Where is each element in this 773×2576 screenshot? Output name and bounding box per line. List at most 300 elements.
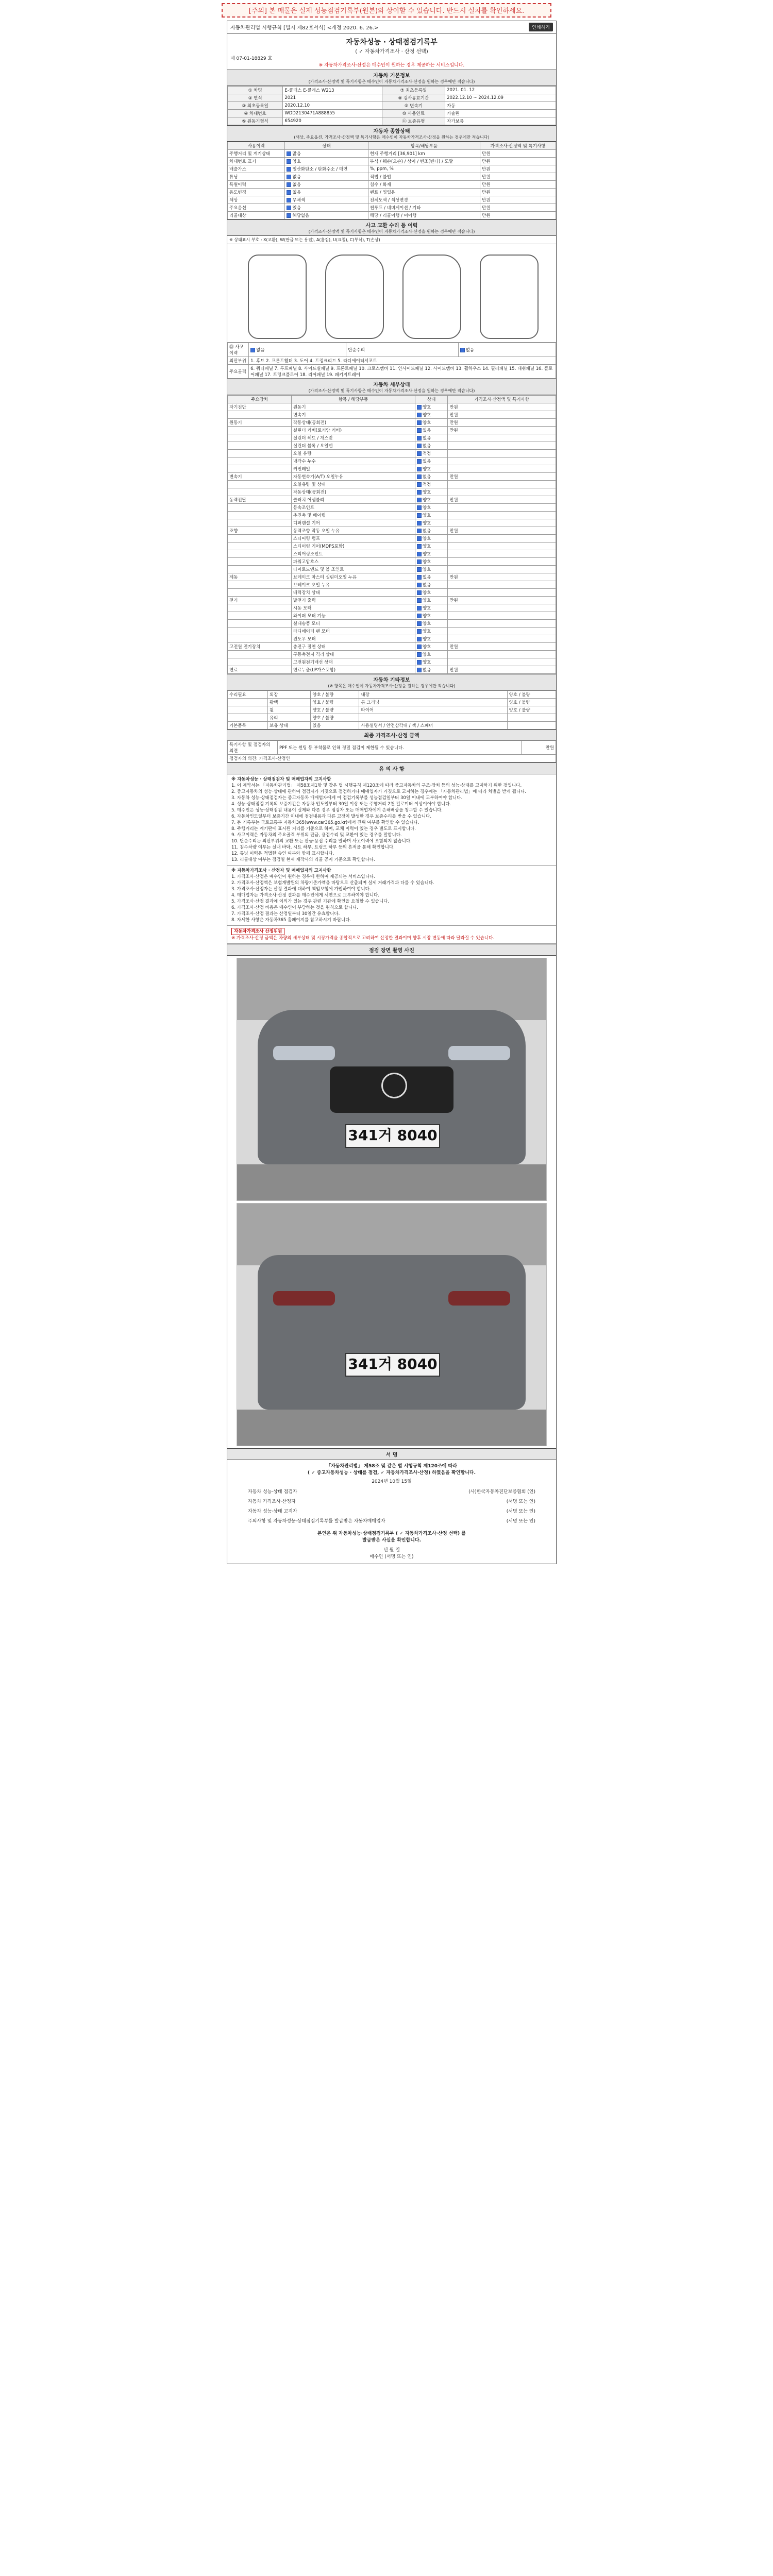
options-row <box>228 691 556 699</box>
detail-cell <box>228 504 292 512</box>
options-cell: 사용설명서 / 안전삼각대 / 잭 / 스패너 <box>359 722 507 730</box>
status-row <box>228 150 556 158</box>
detail-cell <box>415 535 448 543</box>
detail-cell <box>291 488 415 496</box>
detail-cell <box>415 473 448 481</box>
detail-checkbox[interactable] <box>417 444 422 448</box>
detail-checkbox[interactable] <box>417 544 422 549</box>
page-title: 자동차성능 · 상태점검기록부 <box>346 38 438 46</box>
detail-cell <box>228 566 292 573</box>
detail-checkbox[interactable] <box>417 505 422 510</box>
detail-cell <box>448 442 556 450</box>
receiver-sign: (서명 또는 인) <box>506 1519 535 1524</box>
detail-cell <box>448 450 556 457</box>
damage-title: 사고 교환 수리 등 이력 <box>365 223 418 229</box>
basic-info-label: ⑪ 보증유형 <box>382 117 445 125</box>
foot-line-1: 본인은 위 자동차성능·상태점검기록부 ( ✓ 자동차가격조사·산정 선택) 를 <box>317 1531 466 1536</box>
status-cell <box>368 189 480 196</box>
detail-cell-text: 양호 <box>422 621 431 626</box>
detail-row <box>228 597 556 604</box>
detail-cell <box>291 604 415 612</box>
detail-row <box>228 658 556 666</box>
options-title: 자동차 기타정보 <box>373 677 410 683</box>
detail-checkbox[interactable] <box>417 474 422 479</box>
detail-cell <box>291 481 415 488</box>
detail-cell <box>291 666 415 674</box>
detail-cell-text: 없음 <box>422 428 431 433</box>
status-table <box>227 142 556 219</box>
detail-cell <box>448 496 556 504</box>
detail-cell <box>448 481 556 488</box>
status-cell <box>228 181 285 189</box>
detail-checkbox[interactable] <box>417 560 422 564</box>
foot-line-2: 발급받은 사실을 확인합니다. <box>362 1538 421 1543</box>
detail-cell-text: 오일유량 및 상태 <box>293 482 326 487</box>
notes-heading-2: ※ 자동차가격조사 · 산정자 및 매매업자의 고지사항 <box>231 868 331 873</box>
detail-cell <box>291 612 415 620</box>
detail-cell <box>291 643 415 651</box>
detail-checkbox[interactable] <box>417 652 422 657</box>
detail-cell <box>415 620 448 628</box>
detail-cell-text: 고전원 전기장치 <box>229 645 261 650</box>
detail-checkbox[interactable] <box>417 420 422 425</box>
detail-cell-text: 구동축전지 격리 상태 <box>293 652 334 657</box>
detail-cell <box>415 527 448 535</box>
notes-list-2 <box>231 874 552 923</box>
taillamp-right <box>448 1291 510 1306</box>
status-checkbox[interactable] <box>287 159 291 164</box>
status-cell-text: 많음 <box>292 151 301 157</box>
status-cell <box>480 158 556 165</box>
detail-cell-text: 양호 <box>422 560 431 565</box>
detail-cell-text: 실린더 블록 / 오일팬 <box>293 444 333 449</box>
signature-role: 자동차 성능·상태 고지자 <box>248 1509 297 1514</box>
detail-cell <box>415 403 448 411</box>
warning-banner: [주의] 본 매물은 실제 성능점검기록부(원본)와 상이할 수 있습니다. 반드시 실차를 확인하세요. <box>222 3 551 18</box>
detail-row <box>228 573 556 581</box>
detail-checkbox[interactable] <box>417 490 422 495</box>
detail-cell-text: 양호 <box>422 567 431 572</box>
detail-column-header: 주요장치 <box>228 396 292 403</box>
detail-cell <box>415 573 448 581</box>
status-column-header: 가격조사·산정액 및 특기사항 <box>480 142 556 150</box>
signature-rows <box>227 1486 556 1516</box>
detail-cell <box>448 620 556 628</box>
detail-checkbox[interactable] <box>417 436 422 440</box>
basic-info-value: 2021 <box>283 94 382 102</box>
note-item: 2. 중고자동차의 성능·상태에 관하여 점검자가 거짓으로 점검하거나 매매업자가 거짓으로 고지하는 경우에는 「자동차관리법」에 따라 처벌을 받게 됩니다. <box>231 789 526 794</box>
basic-info-value: 자동 <box>445 102 556 110</box>
detail-cell-text: 양호 <box>422 598 431 603</box>
status-checkbox[interactable] <box>287 213 291 218</box>
car-top-front-diagram <box>325 255 384 339</box>
basic-info-value: 가솔린 <box>445 110 556 117</box>
basic-info-value: WDD2130471A888855 <box>283 110 382 117</box>
detail-cell <box>415 604 448 612</box>
status-cell <box>285 204 368 212</box>
detail-cell-text: 배력장치 상태 <box>293 590 320 596</box>
basic-info-label: ⑨ 변속기 <box>382 102 445 110</box>
status-cell-text: 만원 <box>482 175 491 180</box>
detail-cell <box>291 658 415 666</box>
detail-row <box>228 535 556 543</box>
status-cell-text: 색상 <box>229 198 238 203</box>
detail-cell <box>291 427 415 434</box>
detail-checkbox[interactable] <box>417 606 422 611</box>
status-cell <box>228 212 285 219</box>
repair-label: 단순수리 <box>346 343 458 357</box>
basic-info-label: ⑩ 사용연료 <box>382 110 445 117</box>
detail-cell <box>228 543 292 550</box>
detail-cell <box>448 434 556 442</box>
status-checkbox[interactable] <box>287 206 291 210</box>
detail-cell-text: 적정 <box>422 482 431 487</box>
status-cell-text: 무채색 <box>292 198 306 203</box>
detail-cell <box>415 434 448 442</box>
status-row <box>228 212 556 219</box>
detail-cell <box>228 427 292 434</box>
detail-checkbox[interactable] <box>417 614 422 618</box>
detail-cell <box>448 527 556 535</box>
detail-cell <box>228 550 292 558</box>
detail-cell <box>228 403 292 411</box>
note-item: 11. 침수차량 여부는 실내 바닥, 시트 하부, 트렁크 하부 등의 흔적을 통해 확인합니다. <box>231 845 395 850</box>
note-item: 1. 가격조사·산정은 매수인이 원하는 경우에 한하여 제공되는 서비스입니다. <box>231 874 375 879</box>
detail-checkbox[interactable] <box>417 660 422 665</box>
red-note: ※ 자동차가격조사·산정은 매수인이 원하는 경우 제공하는 서비스입니다. <box>318 63 465 68</box>
sign-statement-2: ( ✓ 중고자동차성능 · 상태를 점검, ✓ 자동차가격조사·산정) 하였음을 확인합니다. <box>307 1470 476 1476</box>
status-cell-text: 부식 / 훼손(오손) / 상이 / 변조(변타) / 도말 <box>369 159 453 164</box>
detail-cell <box>228 473 292 481</box>
status-cell <box>368 204 480 212</box>
detail-cell <box>448 643 556 651</box>
detail-cell-text: 작동상태(공회전) <box>293 490 327 495</box>
headlamp-left <box>273 1046 335 1060</box>
detail-cell-text: 만원 <box>449 420 458 426</box>
detail-cell-text: 실린더 커버(로커암 커버) <box>293 428 342 433</box>
detail-cell-text: 양호 <box>422 645 431 650</box>
status-cell-text: 리콜대상 <box>229 213 246 218</box>
protect-heading: 자동차가격조사 산정위원 <box>231 928 284 935</box>
detail-cell <box>291 566 415 573</box>
status-cell-text: 만원 <box>482 167 491 172</box>
status-cell <box>228 196 285 204</box>
detail-cell-text: 자동변속기(A/T) 오일누유 <box>293 474 344 480</box>
detail-cell <box>291 434 415 442</box>
detail-row <box>228 442 556 450</box>
status-cell <box>480 196 556 204</box>
detail-cell <box>448 566 556 573</box>
detail-cell-text: 시동 모터 <box>293 606 312 611</box>
status-cell <box>228 150 285 158</box>
detail-checkbox[interactable] <box>417 583 422 587</box>
detail-row <box>228 519 556 527</box>
detail-cell-text: 만원 <box>449 598 458 603</box>
detail-row <box>228 558 556 566</box>
detail-cell <box>228 442 292 450</box>
options-cell: 유리 <box>268 714 311 722</box>
detail-cell-text: 양호 <box>422 652 431 657</box>
status-cell-text: 튜닝 <box>229 175 238 180</box>
outer-parts-list: 1. 후드 2. 프론트휀더 3. 도어 4. 트렁크리드 5. 라디에이터서포트 <box>249 357 556 365</box>
note-item: 3. 자동차 성능·상태점검자는 중고자동차 매매업자에게 이 점검기록부를 성능점검일부터 30일 이내에 교부하여야 합니다. <box>231 795 463 801</box>
detail-cell <box>228 434 292 442</box>
detail-cell-text: 브레이크 마스터 실린더오일 누유 <box>293 575 357 580</box>
foot-line-4: 매수인 (서명 또는 인) <box>369 1554 414 1560</box>
detail-cell <box>291 512 415 519</box>
detail-cell <box>228 628 292 635</box>
detail-checkbox[interactable] <box>417 467 422 471</box>
detail-cell <box>415 581 448 589</box>
special-table <box>227 740 556 762</box>
detail-cell-text: 없음 <box>422 575 431 580</box>
detail-cell <box>415 419 448 427</box>
detail-checkbox[interactable] <box>417 567 422 572</box>
detail-cell-text: 타이로드엔드 및 볼 조인트 <box>293 567 344 572</box>
detail-cell <box>228 519 292 527</box>
detail-cell <box>228 589 292 597</box>
status-cell-text: 만원 <box>482 182 491 188</box>
detail-row <box>228 504 556 512</box>
status-row <box>228 173 556 181</box>
detail-cell-text: 만원 <box>449 428 458 433</box>
signature-sign: (서명 또는 인) <box>506 1499 535 1504</box>
detail-row <box>228 403 556 411</box>
note-item: 1. 이 계약서는 「자동차관리법」 제58조제1항 및 같은 법 시행규칙 제120조에 따라 중고자동차의 구조·장치 등의 성능·상태를 고지하기 위한 것입니다. <box>231 783 522 788</box>
notes-section-1 <box>227 774 556 866</box>
detail-cell-text: 자기진단 <box>229 405 246 410</box>
repair-none-checkbox[interactable] <box>460 348 465 352</box>
detail-cell <box>448 465 556 473</box>
inspection-photo-rear <box>237 1203 547 1446</box>
options-cell: 양호 / 불량 <box>507 691 556 699</box>
status-cell-text: 적법 / 불법 <box>369 175 391 180</box>
print-button[interactable]: 인쇄하기 <box>529 23 553 31</box>
detail-cell <box>291 597 415 604</box>
detail-row <box>228 427 556 434</box>
detail-cell <box>415 597 448 604</box>
detail-cell-text: 연료 <box>229 668 238 673</box>
detail-row <box>228 419 556 427</box>
detail-cell <box>291 450 415 457</box>
status-checkbox[interactable] <box>287 182 291 187</box>
status-cell <box>228 165 285 173</box>
detail-cell-text: 실내송풍 모터 <box>293 621 320 626</box>
detail-checkbox[interactable] <box>417 482 422 487</box>
basic-info-label: ⑦ 최초등록일 <box>382 87 445 94</box>
special-text: PPF 또는 썬팅 등 부착물로 인해 정밀 점검이 제한될 수 있습니다. <box>278 741 522 755</box>
sign-statement-1: 「자동차관리법」 제58조 및 같은 법 시행규칙 제120조에 따라 <box>326 1464 457 1469</box>
headlamp-right <box>448 1046 510 1060</box>
detail-checkbox[interactable] <box>417 637 422 641</box>
detail-cell <box>415 465 448 473</box>
note-item: 7. 본 기록부는 국토교통부 자동차365(www.car365.go.kr)에서 진위 여부를 확인할 수 있습니다. <box>231 820 419 825</box>
detail-cell-text: 냉각수 누수 <box>293 459 316 464</box>
status-column-header: 사용이력 <box>228 142 285 150</box>
detail-cell-text: 양호 <box>422 420 431 426</box>
notes-heading-1: ※ 자동차성능 · 상태점검자 및 매매업자의 고지사항 <box>231 777 331 782</box>
detail-checkbox[interactable] <box>417 590 422 595</box>
status-cell <box>285 196 368 204</box>
inspector-opinion: 점검자의 의견: 가격조사·산정인 <box>228 755 556 762</box>
status-cell-text: 해당없음 <box>292 213 310 218</box>
detail-cell <box>291 550 415 558</box>
detail-row <box>228 566 556 573</box>
notes-list-1 <box>231 783 552 863</box>
signature-role: 자동차 가격조사·산정자 <box>248 1499 296 1504</box>
detail-cell-text: 없음 <box>422 529 431 534</box>
price-heading: 최종 가격조사·산정 금액 <box>227 730 556 740</box>
detail-cell <box>415 496 448 504</box>
options-cell: 양호 / 불량 <box>507 699 556 706</box>
status-cell <box>480 181 556 189</box>
options-cell: 양호 / 불량 <box>507 706 556 714</box>
basic-info-label: ④ 차대번호 <box>228 110 283 117</box>
status-cell-text: 현재 주행거리 [36,901] km <box>369 151 425 157</box>
detail-cell <box>415 427 448 434</box>
basic-info-label: ① 차명 <box>228 87 283 94</box>
signature-row <box>227 1496 556 1506</box>
detail-cell <box>415 504 448 512</box>
signature-sign: (서명 또는 인) <box>506 1509 535 1514</box>
options-cell: 기본품목 <box>228 722 268 730</box>
detail-cell <box>291 504 415 512</box>
detail-cell-text: 양호 <box>422 552 431 557</box>
detail-cell <box>448 651 556 658</box>
detail-cell-text: 양호 <box>422 467 431 472</box>
photo-heading: 점검 장면 촬영 사진 <box>227 944 556 956</box>
status-checkbox[interactable] <box>287 151 291 156</box>
detail-checkbox[interactable] <box>417 621 422 626</box>
options-heading <box>227 674 556 690</box>
signature-role: 자동차 성능·상태 점검자 <box>248 1489 297 1495</box>
detail-row <box>228 527 556 535</box>
detail-cell-text: 충전구 절연 상태 <box>293 645 326 650</box>
detail-cell-text: 만원 <box>449 645 458 650</box>
detail-checkbox[interactable] <box>417 451 422 456</box>
detail-checkbox[interactable] <box>417 513 422 518</box>
status-cell <box>480 189 556 196</box>
status-cell <box>285 212 368 219</box>
detail-cell <box>448 403 556 411</box>
options-cell: 양호 / 불량 <box>311 699 359 706</box>
status-cell-text: 전체도색 / 색상변경 <box>369 198 408 203</box>
status-note: (색상, 주요옵션, 가격조사·산정액 및 특기사항은 매수인이 자동차가격조사·산정을 원하는 경우에만 적습니다) <box>294 135 490 140</box>
detail-cell <box>448 558 556 566</box>
options-cell <box>507 714 556 722</box>
detail-checkbox[interactable] <box>417 521 422 526</box>
status-checkbox[interactable] <box>287 175 291 179</box>
status-cell-text: %, ppm, % <box>369 166 394 172</box>
detail-cell <box>415 411 448 419</box>
status-checkbox[interactable] <box>287 198 291 202</box>
detail-checkbox[interactable] <box>417 552 422 556</box>
car-top-rear-diagram <box>402 255 461 339</box>
status-cell-text: 차대번호 표기 <box>229 159 256 164</box>
options-row <box>228 714 556 722</box>
detail-cell-text: 양호 <box>422 590 431 596</box>
detail-checkbox[interactable] <box>417 645 422 649</box>
detail-cell <box>291 457 415 465</box>
status-cell <box>285 189 368 196</box>
detail-cell <box>448 543 556 550</box>
status-checkbox[interactable] <box>287 167 291 172</box>
status-row <box>228 189 556 196</box>
detail-cell <box>228 419 292 427</box>
detail-cell <box>228 651 292 658</box>
detail-row <box>228 643 556 651</box>
detail-checkbox[interactable] <box>417 413 422 417</box>
detail-checkbox[interactable] <box>417 629 422 634</box>
options-cell <box>228 706 268 714</box>
detail-cell <box>448 488 556 496</box>
detail-cell <box>415 589 448 597</box>
detail-cell-text: 양호 <box>422 521 431 526</box>
detail-checkbox[interactable] <box>417 536 422 541</box>
detail-row <box>228 543 556 550</box>
status-row <box>228 204 556 212</box>
detail-cell <box>415 450 448 457</box>
accident-label: ⑬ 사고이력 <box>228 343 249 357</box>
options-cell: 보유 상태 <box>268 722 311 730</box>
status-column-header: 상태 <box>285 142 368 150</box>
basic-info-value: 자가보증 <box>445 117 556 125</box>
detail-checkbox[interactable] <box>417 529 422 533</box>
form-law-reference: 자동차관리법 시행규칙 [별지 제82호서식] <개정 2020. 6. 26.> <box>230 25 379 31</box>
detail-checkbox[interactable] <box>417 459 422 464</box>
status-cell <box>285 173 368 181</box>
detail-cell <box>448 658 556 666</box>
note-item: 8. 주행거리는 계기판에 표시된 거리를 기준으로 하며, 교체 이력이 있는 경우 별도로 표시합니다. <box>231 826 416 832</box>
detail-checkbox[interactable] <box>417 405 422 410</box>
status-cell <box>228 204 285 212</box>
license-plate: 341거 8040 <box>345 1353 440 1377</box>
detail-cell <box>415 658 448 666</box>
options-cell: 외장 <box>268 691 311 699</box>
detail-checkbox[interactable] <box>417 575 422 580</box>
detail-cell-text: 만원 <box>449 498 458 503</box>
detail-cell-text: 라디에이터 팬 모터 <box>293 629 330 634</box>
accident-none-checkbox[interactable] <box>250 348 255 352</box>
basic-info-row <box>228 110 556 117</box>
note-item: 10. 단순수리는 외판부위의 교환 또는 판금·용접 수리를 말하며 사고이력에 포함되지 않습니다. <box>231 839 412 844</box>
note-item: 6. 가격조사·산정 비용은 매수인이 부담하는 것을 원칙으로 합니다. <box>231 905 358 910</box>
detail-checkbox[interactable] <box>417 668 422 672</box>
detail-cell-text: 없음 <box>422 444 431 449</box>
detail-row <box>228 612 556 620</box>
detail-checkbox[interactable] <box>417 498 422 502</box>
detail-cell-text: 동력전달 <box>229 498 246 503</box>
detail-checkbox[interactable] <box>417 428 422 433</box>
status-cell <box>285 165 368 173</box>
detail-cell <box>448 519 556 527</box>
detail-checkbox[interactable] <box>417 598 422 603</box>
note-item: 13. 리콜대상 여부는 점검일 현재 제작사의 리콜 공지 기준으로 확인합니다. <box>231 857 375 862</box>
status-cell-text: 없음 <box>292 175 301 180</box>
detail-cell <box>291 535 415 543</box>
detail-cell <box>228 465 292 473</box>
detail-cell <box>448 427 556 434</box>
options-cell <box>228 699 268 706</box>
detail-cell-text: 원동기 <box>229 420 242 426</box>
status-cell <box>368 173 480 181</box>
signature-sign: (사)한국자동차진단보증협회 (인) <box>468 1489 535 1495</box>
basic-info-label: ② 연식 <box>228 94 283 102</box>
status-checkbox[interactable] <box>287 190 291 195</box>
detail-cell-text: 오일 유량 <box>293 451 312 456</box>
detail-cell-text: 커먼레일 <box>293 467 310 472</box>
note-item: 4. 매매업자는 가격조사·산정 결과를 매수인에게 서면으로 교부하여야 합니다. <box>231 893 379 898</box>
